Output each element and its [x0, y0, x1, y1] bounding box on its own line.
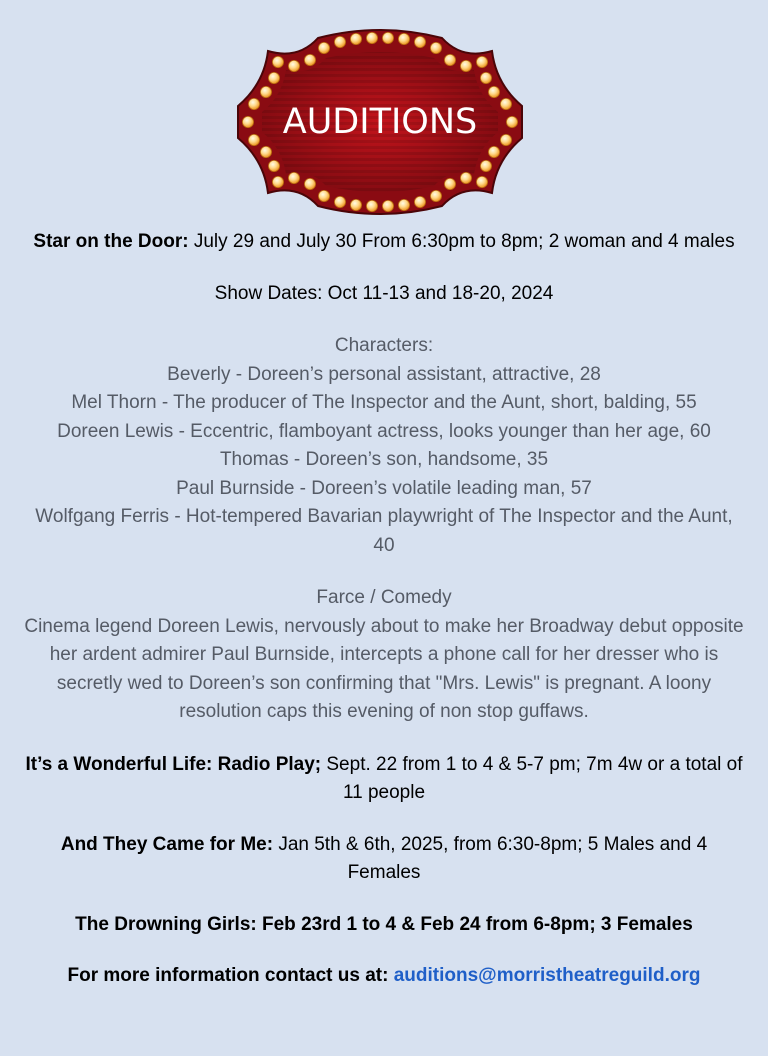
genre: Farce / Comedy — [316, 587, 452, 608]
character-item: Paul Burnside - Doreen’s volatile leading man, 57 — [176, 477, 592, 499]
contact-label: For more information contact us at: — [67, 965, 394, 986]
marquee-bulb — [366, 32, 377, 43]
synopsis: Cinema legend Doreen Lewis, nervously about to make her Broadway debut opposite her ardent admirer Paul Burnside, intercepts a phone call for her dresser who is secretly wed to Doreen’s son confirming that "Mrs. Lewis" is pregnant. A loony resolution caps this evening of non stop guffaws. — [24, 615, 744, 722]
contact-email-link[interactable]: auditions@morristheatreguild.org — [393, 965, 701, 986]
they-came-line — [24, 831, 744, 888]
marquee-bulb — [430, 42, 441, 53]
marquee-bulb — [414, 196, 425, 207]
marquee-bulb — [334, 36, 345, 47]
marquee-bulb — [382, 32, 393, 43]
marquee-bulb — [268, 160, 279, 171]
marquee-bulb — [460, 172, 471, 183]
marquee-bulb — [318, 42, 329, 53]
drowning-girls-line: The Drowning Girls: Feb 23rd 1 to 4 & Feb 24 from 6-8pm; 3 Females — [75, 913, 693, 935]
wonderful-life-title: It’s a Wonderful Life: Radio Play; — [25, 753, 322, 775]
characters-block — [24, 332, 744, 560]
marquee-bulb — [382, 200, 393, 211]
marquee-bulb — [350, 33, 361, 44]
marquee-bulb — [318, 190, 329, 201]
marquee-bulb — [304, 178, 315, 189]
marquee-bulb — [350, 199, 361, 210]
marquee-bulb — [488, 146, 499, 157]
marquee-bulb — [288, 60, 299, 71]
characters-heading: Characters: — [334, 335, 434, 356]
star-on-door-details: July 29 and July 30 From 6:30pm to 8pm; 2 woman and 4 males — [188, 231, 735, 252]
they-came-details: Jan 5th & 6th, 2025, from 6:30-8pm; 5 Males and 4 Females — [273, 833, 708, 883]
marquee-bulb — [488, 86, 499, 97]
show-dates: Show Dates: Oct 11-13 and 18-20, 2024 — [214, 282, 554, 304]
marquee-bulb — [506, 116, 517, 127]
wonderful-life-details: Sept. 22 from 1 to 4 & 5-7 pm; 7m 4w or a total of 11 people — [321, 753, 743, 803]
marquee-bulb — [272, 56, 283, 67]
marquee-bulb — [260, 146, 271, 157]
marquee-sign-image — [228, 26, 532, 218]
content — [24, 228, 744, 991]
marquee-bulb — [366, 200, 377, 211]
marquee-bulb — [248, 134, 259, 145]
they-came-title: And They Came for Me: — [60, 833, 274, 855]
marquee-bulb — [398, 33, 409, 44]
wonderful-life-line — [24, 751, 744, 808]
marquee-bulb — [414, 36, 425, 47]
sign-text: AUDITIONS — [282, 102, 478, 142]
marquee-bulb — [272, 176, 283, 187]
marquee-bulb — [480, 160, 491, 171]
marquee-bulb — [460, 60, 471, 71]
marquee-bulb — [500, 98, 511, 109]
marquee-bulb — [304, 54, 315, 65]
marquee-bulb — [480, 72, 491, 83]
marquee-bulb — [398, 199, 409, 210]
marquee-bulb — [242, 116, 253, 127]
marquee-bulb — [476, 176, 487, 187]
marquee-bulb — [260, 86, 271, 97]
marquee-bulb — [444, 178, 455, 189]
marquee-bulb — [334, 196, 345, 207]
character-item: Beverly - Doreen’s personal assistant, attractive, 28 — [167, 363, 601, 385]
marquee-bulb — [476, 56, 487, 67]
marquee-bulb — [444, 54, 455, 65]
character-item: Mel Thorn - The producer of The Inspector and the Aunt, short, balding, 55 — [71, 392, 697, 413]
marquee-bulb — [268, 72, 279, 83]
synopsis-block — [24, 584, 744, 727]
marquee-bulb — [500, 134, 511, 145]
marquee-bulb — [288, 172, 299, 183]
contact-line — [24, 962, 744, 991]
character-item: Doreen Lewis - Eccentric, flamboyant actress, looks younger than her age, 60 — [57, 420, 711, 442]
star-on-door-title: Star on the Door: — [33, 231, 189, 252]
marquee-bulb — [248, 98, 259, 109]
marquee-bulb — [430, 190, 441, 201]
character-item: Wolfgang Ferris - Hot-tempered Bavarian playwright of The Inspector and the Aunt, 40 — [35, 506, 733, 556]
star-on-door-line — [24, 228, 744, 257]
character-item: Thomas - Doreen’s son, handsome, 35 — [219, 449, 549, 470]
